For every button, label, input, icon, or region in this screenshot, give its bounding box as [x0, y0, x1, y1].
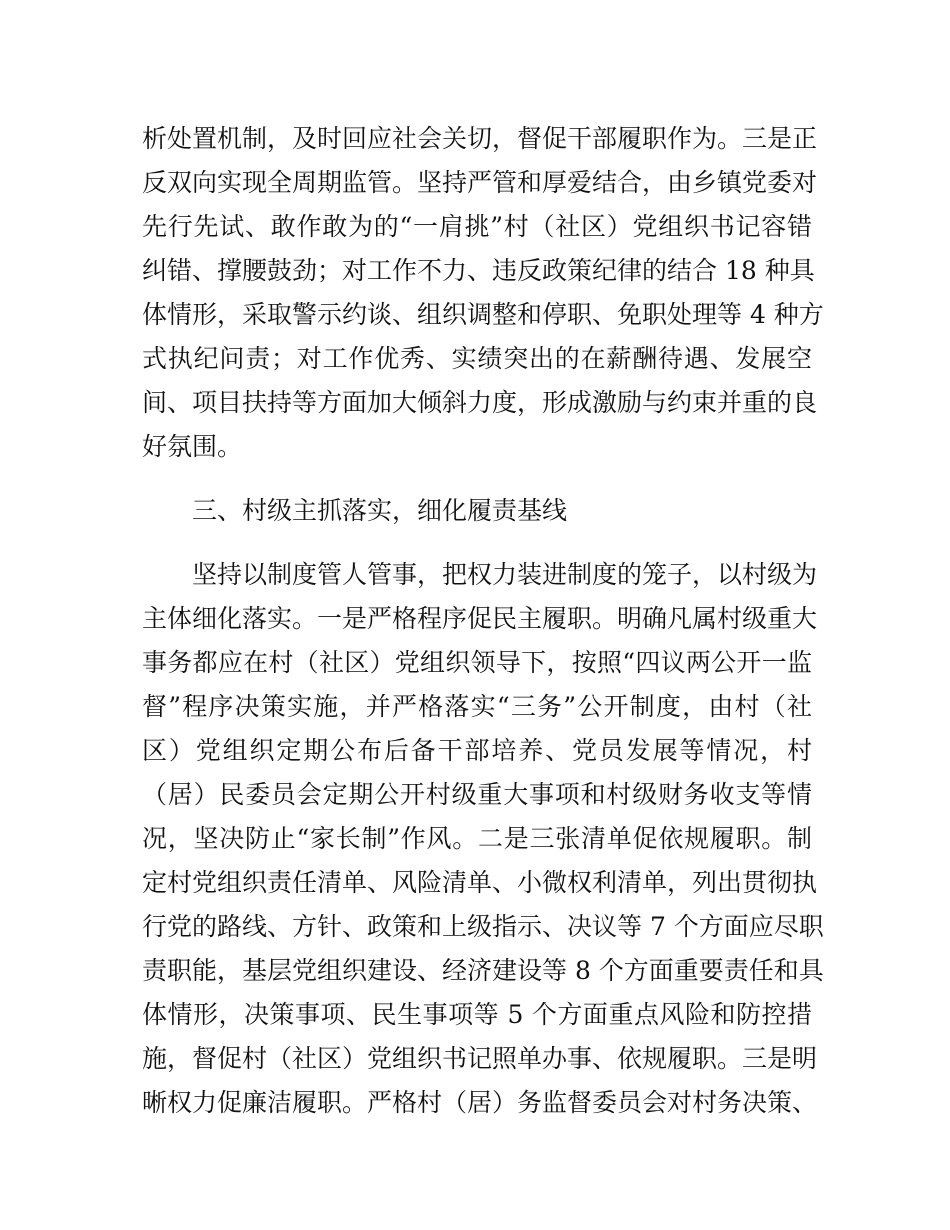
text-line: 体情形，决策事项、民生事项等 5 个方面重点风险和防控措 [142, 1000, 812, 1029]
text-line: 析处置机制，及时回应社会关切，督促干部履职作为。三是正 [142, 124, 818, 153]
text-line: 体情形，采取警示约谈、组织调整和停职、免职处理等 4 种方 [142, 300, 824, 329]
text-line: 式执纪问责；对工作优秀、实绩突出的在薪酬待遇、发展空 [142, 344, 812, 373]
paragraph-2 [142, 553, 824, 1125]
section-heading-text: 三、村级主抓落实，细化履责基线 [192, 496, 568, 525]
section-heading [142, 489, 812, 533]
text-line: （居）民委员会定期公开村级重大事项和村级财务收支等情 [142, 780, 812, 809]
text-line: 施，督促村（社区）党组织书记照单办事、依规履职。三是明 [142, 1044, 818, 1073]
text-line: 况，坚决防止“家长制”作风。二是三张清单促依规履职。制 [142, 824, 812, 853]
text-line: 先行先试、敢作敢为的“一肩挑”村（社区）党组织书记容错 [142, 212, 812, 241]
text-line: 反双向实现全周期监管。坚持严管和厚爱结合，由乡镇党委对 [142, 168, 818, 197]
text-line: 区）党组织定期公布后备干部培养、党员发展等情况，村 [142, 736, 812, 765]
text-line: 定村党组织责任清单、风险清单、小微权利清单，列出贯彻执 [142, 868, 818, 897]
text-line: 主体细化落实。一是严格程序促民主履职。明确凡属村级重大 [142, 604, 818, 633]
text-line: 督”程序决策实施，并严格落实“三务”公开制度，由村（社 [142, 692, 812, 721]
text-line: 事务都应在村（社区）党组织领导下，按照“四议两公开一监 [142, 648, 812, 677]
text-line: 行党的路线、方针、政策和上级指示、决议等 7 个方面应尽职 [142, 912, 824, 941]
text-line: 间、项目扶持等方面加大倾斜力度，形成激励与约束并重的良 [142, 388, 818, 417]
document-body [142, 117, 824, 1125]
text-line: 纠错、撑腰鼓劲；对工作不力、违反政策纪律的结合 18 种具 [142, 256, 815, 285]
text-line: 好氛围。 [142, 432, 243, 461]
text-line: 晰权力促廉洁履职。严格村（居）务监督委员会对村务决策、 [142, 1088, 818, 1117]
text-line: 责职能，基层党组织建设、经济建设等 8 个方面重要责任和具 [142, 956, 824, 985]
text-line: 坚持以制度管人管事，把权力装进制度的笼子，以村级为 [192, 560, 818, 589]
paragraph-1 [142, 117, 824, 469]
